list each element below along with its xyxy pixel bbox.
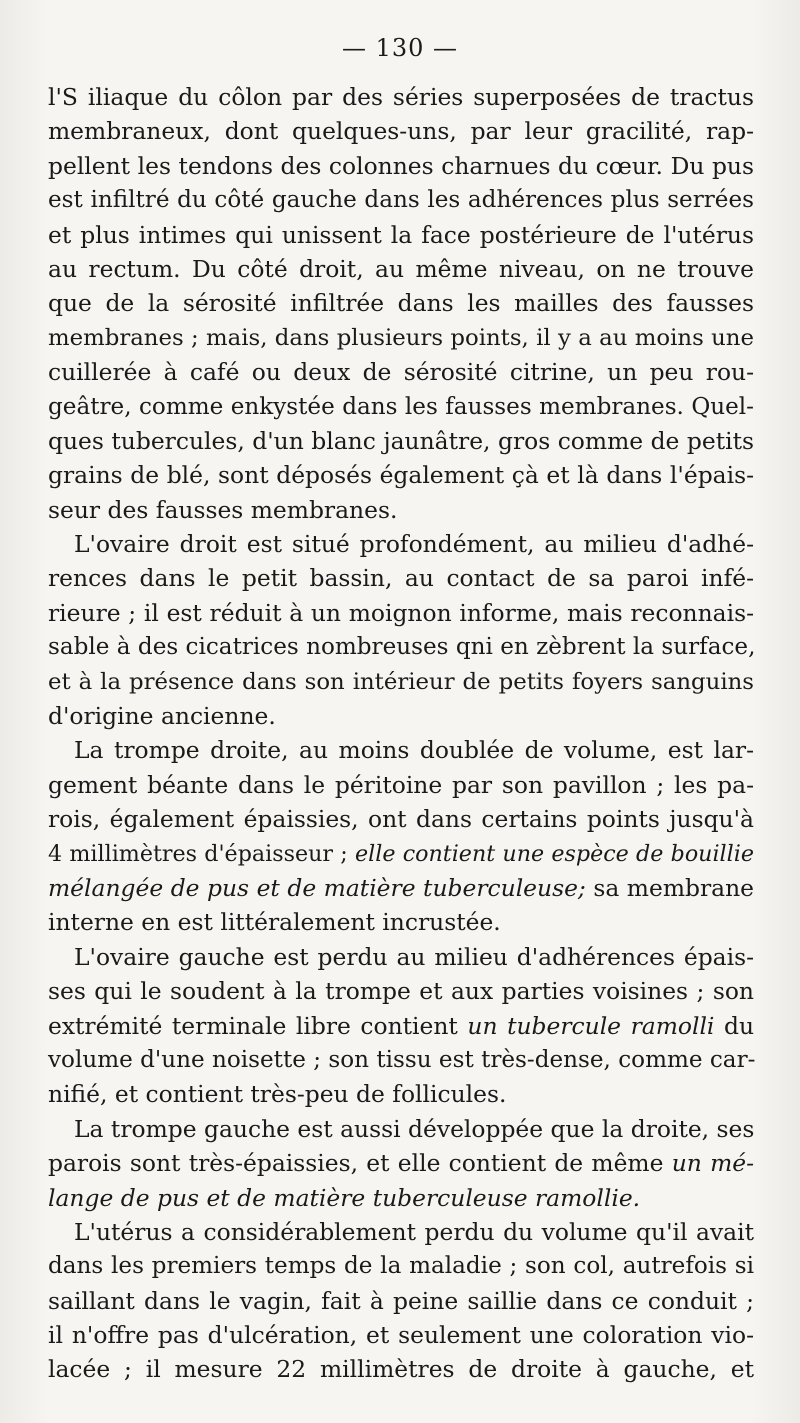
text-line: que de la sérosité infiltrée dans les mailles des fausses [48, 289, 754, 318]
text-line: rois, également épaissies, ont dans certains points jusqu'à [48, 805, 754, 834]
text-line: membranes ; mais, dans plusieurs points, il y a au moins une [48, 324, 754, 351]
text-line: sable à des cicatrices nombreuses qni en zèbrent la surface, [48, 634, 756, 661]
paragraph-start-line: La trompe gauche est aussi développée que la droite, ses [74, 1114, 755, 1143]
text-line: seur des fausses membranes. [48, 495, 398, 524]
text-line: cuillerée à café ou deux de sérosité citrine, un peu rou- [48, 358, 754, 387]
body-text [48, 80, 754, 1387]
text-line: ses qui le soudent à la trompe et aux parties voisines ; son [48, 977, 754, 1006]
text-line: 4 millimètres d'épaisseur ; elle contient une espèce de bouillie [48, 840, 754, 867]
italic-text: lange de pus et de matière tuberculeuse ramollie. [48, 1183, 641, 1212]
text-line: saillant dans le vagin, fait à peine saillie dans ce conduit ; [48, 1286, 754, 1315]
page-number: — 130 — [341, 34, 459, 62]
text-line: extrémité terminale libre contient un tubercule ramolli du [48, 1011, 755, 1040]
text-line: interne en est littéralement incrustée. [48, 908, 501, 937]
text-line: il n'offre pas d'ulcération, et seulement une coloration vio- [48, 1321, 754, 1350]
text-line: et à la présence dans son intérieur de petits foyers sanguins [48, 668, 754, 695]
text-line: lacée ; il mesure 22 millimètres de droite à gauche, et [48, 1355, 754, 1384]
text-line: rences dans le petit bassin, au contact de sa paroi infé- [48, 564, 754, 593]
italic-text: elle contient une espèce de bouillie [355, 840, 754, 867]
text-line: d'origine ancienne. [48, 702, 276, 731]
text-line: grains de blé, sont déposés également çà et là dans l'épais- [48, 461, 754, 490]
text-line: gement béante dans le péritoine par son pavillon ; les pa- [48, 770, 754, 799]
text-line: l'S iliaque du côlon par des séries superposées de tractus [48, 83, 754, 111]
text-line: ques tubercules, d'un blanc jaunâtre, gros comme de petits [48, 426, 754, 455]
italic-text: mélangée de pus et de matière tuberculeuse; [48, 873, 586, 902]
italic-text: un tubercule ramolli [467, 1011, 715, 1040]
text-line: dans les premiers temps de la maladie ; son col, autrefois si [48, 1253, 754, 1280]
text-line: pellent les tendons des colonnes charnues du cœur. Du pus [48, 151, 754, 180]
text-line [48, 1181, 754, 1215]
text-line: membraneux, dont quelques-uns, par leur gracilité, rap- [48, 117, 754, 146]
text-line: nifié, et contient très-peu de follicules. [48, 1080, 507, 1109]
text-line: parois sont très-épaissies, et elle contient de même un mé- [48, 1149, 755, 1178]
text-line: rieure ; il est réduit à un moignon informe, mais reconnais- [48, 598, 754, 627]
paragraph-start-line: La trompe droite, au moins doublée de volume, est lar- [74, 736, 754, 765]
text-line: est infiltré du côté gauche dans les adhérences plus serrées [48, 187, 754, 214]
paragraph-start-line: L'ovaire gauche est perdu au milieu d'adhérences épais- [74, 942, 754, 971]
text-line: mélangée de pus et de matière tuberculeuse; sa membrane [48, 873, 755, 902]
paragraph-start-line: L'ovaire droit est situé profondément, au milieu d'adhé- [74, 530, 754, 559]
text-line: au rectum. Du côté droit, au même niveau, on ne trouve [48, 254, 754, 283]
text-line: volume d'une noisette ; son tissu est très-dense, comme car- [48, 1046, 756, 1073]
text-line: et plus intimes qui unissent la face postérieure de l'utérus [48, 220, 754, 249]
text-line: geâtre, comme enkystée dans les fausses membranes. Quel- [48, 393, 754, 420]
italic-text: un mé- [671, 1149, 755, 1178]
paragraph-start-line: L'utérus a considérablement perdu du volume qu'il avait [74, 1217, 754, 1246]
